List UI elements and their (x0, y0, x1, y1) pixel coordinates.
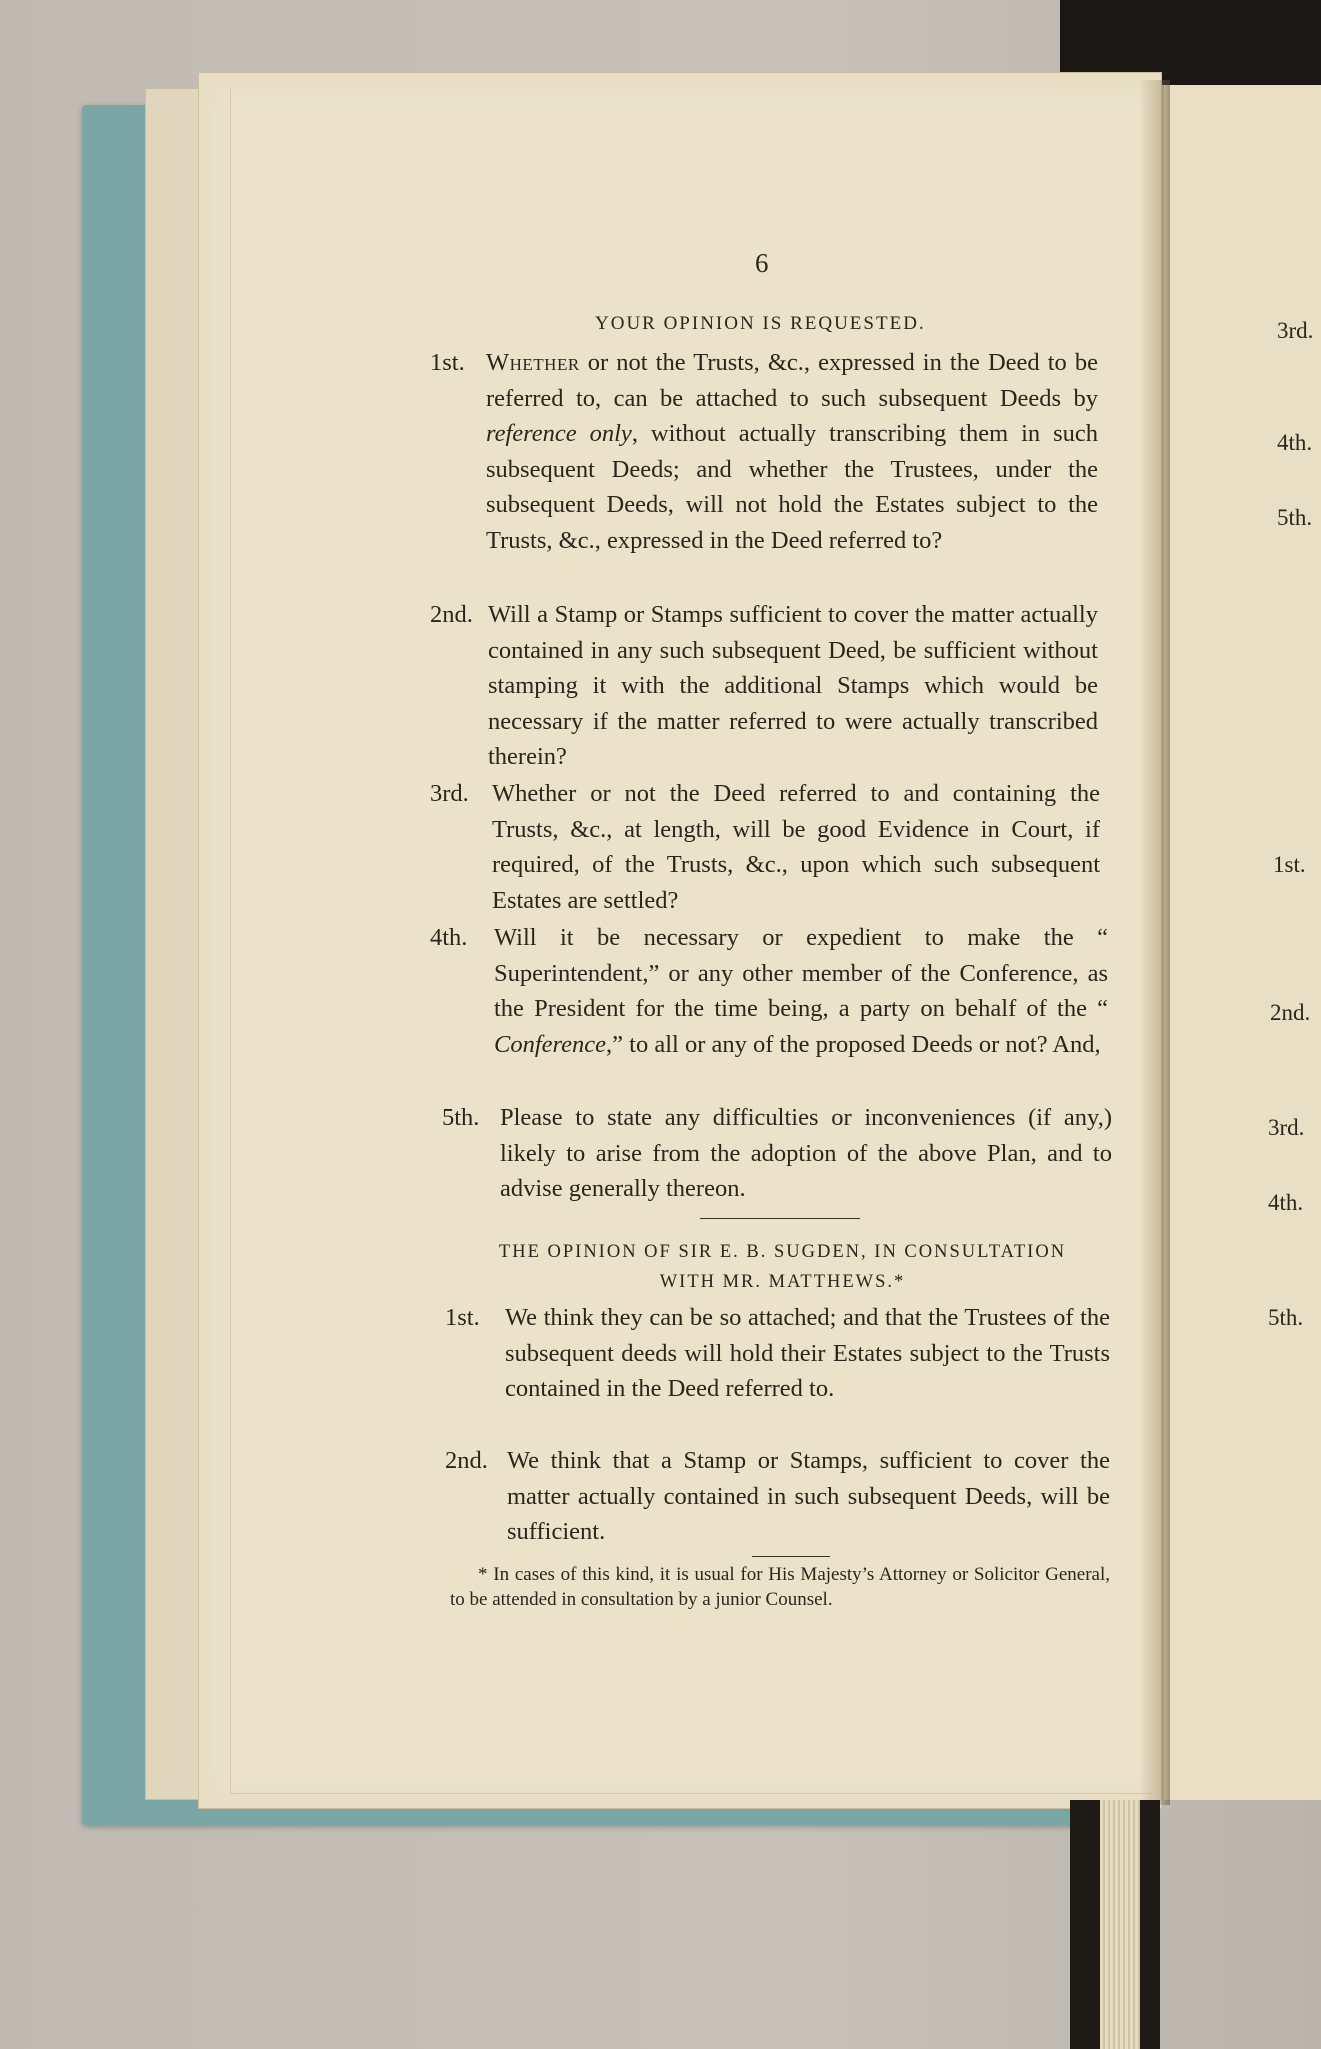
question-2 (430, 597, 1098, 775)
opinion-heading: THE OPINION OF SIR E. B. SUGDEN, IN CONSULTATION (498, 1242, 1067, 1262)
section-rule (700, 1218, 860, 1219)
facing-margin-number: 4th. (1277, 430, 1313, 455)
question-text-tail: , without actually transcribing them in such subsequent Deeds; and whether the Trustees, under the subsequent Deeds, will not hold the Estates subject to the Trusts, &c., expressed in the Deed referred to? (486, 420, 1098, 554)
answer-1 (445, 1300, 1110, 1407)
question-5 (442, 1100, 1112, 1207)
section-heading: YOUR OPINION IS REQUESTED. (595, 313, 926, 334)
question-1 (430, 345, 1098, 558)
facing-margin-number: 3rd. (1268, 1115, 1305, 1140)
gutter-shadow (1140, 80, 1170, 1805)
facing-margin-number: 5th. (1277, 505, 1313, 530)
question-number: 4th. (430, 924, 468, 951)
question-text: Will a Stamp or Stamps sufficient to cover the matter actually contained in any such subsequent Deed, be sufficient without stamping it with the additional Stamps which would be necessary if the matter referred to were actually transcribed therein? (488, 601, 1098, 770)
facing-margin-number: 2nd. (1270, 1000, 1311, 1025)
footnote-rule (752, 1556, 830, 1557)
question-number: 1st. (430, 349, 465, 376)
question-text-part: or not the Trusts, &c., expressed in the Deed to be referred to, can be attached to such subsequent Deeds by (486, 349, 1098, 412)
question-number: 3rd. (430, 780, 469, 807)
answer-2 (445, 1443, 1110, 1550)
question-4 (430, 920, 1108, 1062)
question-number: 2nd. (430, 601, 473, 628)
facing-margin-number: 1st. (1273, 852, 1306, 877)
question-text: Please to state any difficulties or inconveniences (if any,) likely to arise from the adoption of the above Plan, and to advise generally thereon. (500, 1104, 1112, 1202)
page-edges (1100, 1800, 1140, 2049)
question-text-part: Will it be necessary or expedient to make the “ Superintendent,” or any other member of the Conference, as the President for the time being, a party on behalf of the “ (494, 924, 1108, 1022)
question-text: Whether or not the Deed referred to and containing the Trusts, &c., at length, will be good Evidence in Court, if required, of the Trusts, &c., upon which such subsequent Estates are settled? (492, 780, 1100, 914)
question-text (430, 920, 1108, 1062)
facing-margin-number: 3rd. (1277, 318, 1314, 343)
italic-phrase: Conference (494, 1030, 607, 1058)
answer-text: We think that a Stamp or Stamps, sufficient to cover the matter actually contained in such subsequent Deeds, will be sufficient. (507, 1447, 1110, 1545)
facing-margin-number: 4th. (1268, 1190, 1304, 1215)
italic-phrase: reference only (486, 420, 632, 447)
question-text (430, 345, 1098, 558)
question-text-tail: ,” to all or any of the proposed Deeds or not? And, (606, 1030, 1101, 1058)
answer-text: We think they can be so attached; and that the Trustees of the subsequent deeds will hold their Estates subject to the Trusts contained in the Deed referred to. (505, 1304, 1110, 1402)
answer-number: 1st. (445, 1304, 480, 1331)
answer-number: 2nd. (445, 1447, 488, 1474)
page-number: 6 (755, 248, 769, 278)
question-3 (430, 776, 1100, 918)
opinion-heading-line-2: WITH MR. MATTHEWS.* (659, 1272, 906, 1292)
footnote: * In cases of this kind, it is usual for His Majesty’s Attorney or Solicitor General, to be attended in consultation by a junior Counsel. (450, 1564, 1110, 1610)
facing-margin-number: 5th. (1268, 1305, 1304, 1330)
question-number: 5th. (442, 1104, 480, 1131)
lead-word: Whether (486, 349, 580, 376)
